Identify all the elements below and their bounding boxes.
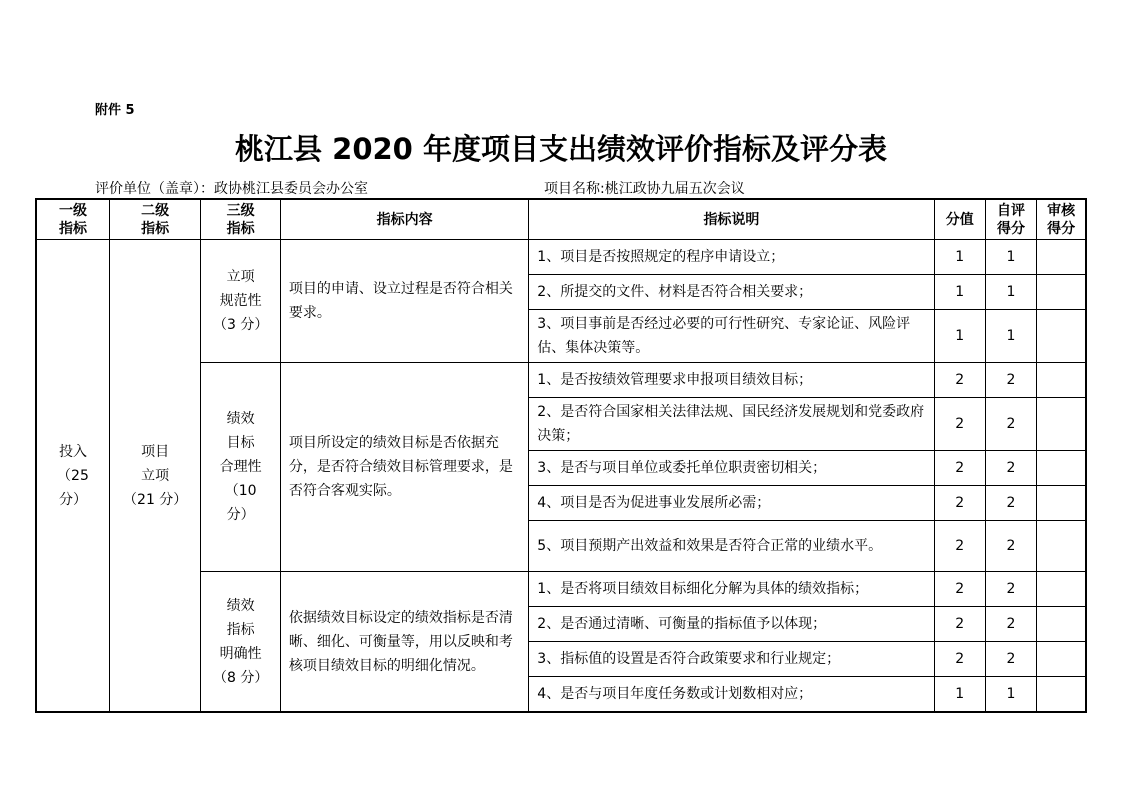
indicator-description: 2、是否符合国家相关法律法规、国民经济发展规划和党委政府决策；	[529, 398, 934, 451]
indicator-content: 依据绩效目标设定的绩效指标是否清晰、细化、可衡量等，用以反映和考核项目绩效目标的明细化情况。	[280, 572, 528, 713]
indicator-description: 1、是否将项目绩效目标细化分解为具体的绩效指标；	[529, 572, 934, 607]
audit-score-value	[1037, 275, 1086, 310]
indicator-description: 3、指标值的设置是否符合政策要求和行业规定；	[529, 642, 934, 677]
level3-text: 目标	[226, 435, 255, 451]
header-score: 分值	[934, 199, 985, 240]
header-text: 指标	[141, 220, 170, 237]
score-value: 1	[934, 310, 985, 363]
level3-text: 分）	[226, 507, 255, 523]
self-score-value: 1	[985, 240, 1036, 275]
audit-score-value	[1037, 607, 1086, 642]
table-row	[36, 240, 1086, 275]
level3-cell	[201, 240, 280, 363]
self-score-value: 2	[985, 451, 1036, 486]
indicator-description: 2、是否通过清晰、可衡量的指标值予以体现；	[529, 607, 934, 642]
level3-text: 明确性	[219, 645, 262, 662]
score-value: 2	[934, 607, 985, 642]
score-value: 1	[934, 275, 985, 310]
header-level2	[109, 199, 201, 240]
page-title: 桃江县 2020 年度项目支出绩效评价指标及评分表	[235, 132, 887, 166]
header-text: 指标	[226, 220, 255, 237]
header-description: 指标说明	[529, 199, 934, 240]
self-score-value: 2	[985, 363, 1036, 398]
level3-cell	[201, 363, 280, 572]
self-score-value: 2	[985, 607, 1036, 642]
score-value: 1	[934, 677, 985, 713]
table-header-row	[36, 199, 1086, 240]
indicator-content: 项目的申请、设立过程是否符合相关要求。	[280, 240, 528, 363]
indicator-description: 3、项目事前是否经过必要的可行性研究、专家论证、风险评估、集体决策等。	[529, 310, 934, 363]
self-score-value: 2	[985, 398, 1036, 451]
self-score-value: 2	[985, 521, 1036, 572]
header-text: 自评	[997, 202, 1026, 219]
level1-text: 分）	[58, 491, 87, 508]
level3-text: （3 分）	[212, 317, 269, 333]
score-value: 2	[934, 572, 985, 607]
indicator-description: 1、是否按绩效管理要求申报项目绩效目标；	[529, 363, 934, 398]
level2-text: 立项	[141, 467, 170, 484]
header-content: 指标内容	[280, 199, 528, 240]
score-value: 2	[934, 363, 985, 398]
audit-score-value	[1037, 521, 1086, 572]
score-value: 2	[934, 486, 985, 521]
level3-text: 绩效	[226, 597, 255, 614]
level2-cell	[109, 240, 201, 713]
header-text: 二级	[141, 202, 170, 219]
self-score-value: 1	[985, 275, 1036, 310]
audit-score-value	[1037, 310, 1086, 363]
level3-text: （10	[224, 483, 257, 499]
project-name: 项目名称:桃江政协九届五次会议	[544, 181, 745, 197]
self-score-value: 2	[985, 642, 1036, 677]
indicator-description: 2、所提交的文件、材料是否符合相关要求；	[529, 275, 934, 310]
indicator-description: 4、是否与项目年度任务数或计划数相对应；	[529, 677, 934, 713]
header-text: 指标	[58, 220, 87, 237]
self-score-value: 1	[985, 310, 1036, 363]
audit-score-value	[1037, 486, 1086, 521]
attachment-label: 附件 5	[95, 103, 135, 118]
audit-score-value	[1037, 642, 1086, 677]
header-text: 三级	[226, 202, 255, 219]
audit-score-value	[1037, 451, 1086, 486]
indicator-content: 项目所设定的绩效目标是否依据充分，是否符合绩效目标管理要求，是否符合客观实际。	[280, 363, 528, 572]
header-text: 得分	[997, 220, 1026, 237]
header-audit-score	[1037, 199, 1086, 240]
score-value: 2	[934, 398, 985, 451]
audit-score-value	[1037, 240, 1086, 275]
level1-text: 投入	[58, 443, 87, 460]
audit-score-value	[1037, 363, 1086, 398]
level3-cell	[201, 572, 280, 713]
header-text: 一级	[58, 202, 87, 219]
score-table	[35, 198, 1087, 713]
indicator-description: 1、项目是否按照规定的程序申请设立；	[529, 240, 934, 275]
level3-text: （8 分）	[212, 669, 269, 686]
level3-text: 规范性	[219, 293, 262, 309]
level2-text: 项目	[141, 443, 170, 460]
score-value: 2	[934, 521, 985, 572]
self-score-value: 2	[985, 572, 1036, 607]
header-text: 审核	[1047, 202, 1076, 219]
audit-score-value	[1037, 572, 1086, 607]
header-text: 得分	[1047, 220, 1076, 237]
evaluation-unit: 评价单位（盖章）：政协桃江县委员会办公室	[95, 181, 368, 197]
level1-cell	[36, 240, 109, 713]
level3-text: 立项	[226, 269, 255, 285]
header-level3	[201, 199, 280, 240]
level2-text: （21 分）	[123, 491, 188, 508]
self-score-value: 2	[985, 486, 1036, 521]
audit-score-value	[1037, 677, 1086, 713]
self-score-value: 1	[985, 677, 1036, 713]
score-value: 2	[934, 451, 985, 486]
level1-text: （25	[57, 467, 89, 484]
level3-text: 指标	[226, 621, 255, 638]
indicator-description: 3、是否与项目单位或委托单位职责密切相关；	[529, 451, 934, 486]
level3-text: 绩效	[226, 411, 255, 427]
indicator-description: 5、项目预期产出效益和效果是否符合正常的业绩水平。	[529, 521, 934, 572]
header-self-score	[985, 199, 1036, 240]
score-value: 1	[934, 240, 985, 275]
level3-text: 合理性	[219, 459, 262, 475]
indicator-description: 4、项目是否为促进事业发展所必需；	[529, 486, 934, 521]
audit-score-value	[1037, 398, 1086, 451]
header-level1	[36, 199, 109, 240]
score-value: 2	[934, 642, 985, 677]
